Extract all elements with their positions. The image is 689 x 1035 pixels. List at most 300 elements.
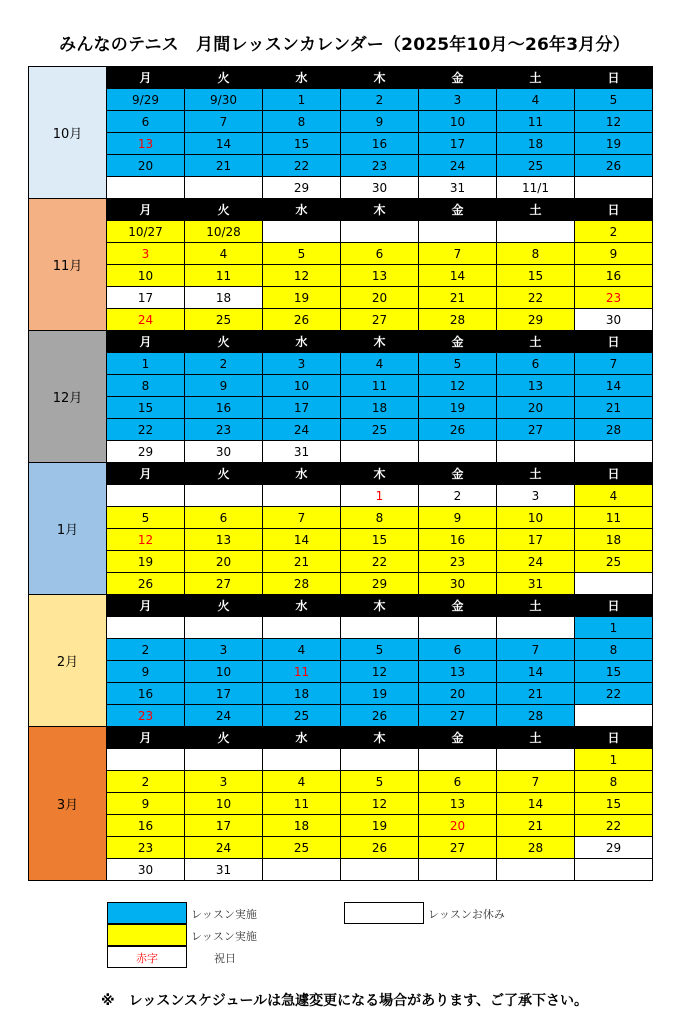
date-cell: 20 xyxy=(419,815,497,837)
date-cell: 25 xyxy=(341,419,419,441)
date-cell: 1 xyxy=(575,749,653,771)
date-cell: 10 xyxy=(185,661,263,683)
date-cell: 22 xyxy=(341,551,419,573)
weekday-header: 日 xyxy=(575,463,653,485)
date-cell: 4 xyxy=(575,485,653,507)
month-label: 11月 xyxy=(29,199,107,331)
weekday-header: 土 xyxy=(497,595,575,617)
date-cell: 10/27 xyxy=(107,221,185,243)
date-cell: 1 xyxy=(341,485,419,507)
date-cell: 13 xyxy=(419,661,497,683)
date-cell xyxy=(185,749,263,771)
date-cell: 8 xyxy=(575,771,653,793)
month-label: 1月 xyxy=(29,463,107,595)
date-cell: 4 xyxy=(341,353,419,375)
date-cell xyxy=(419,749,497,771)
weekday-header: 水 xyxy=(263,595,341,617)
date-cell: 1 xyxy=(575,617,653,639)
legend-off-swatch xyxy=(344,902,424,924)
date-cell xyxy=(185,177,263,199)
date-cell: 3 xyxy=(263,353,341,375)
week-row xyxy=(29,617,653,639)
date-cell: 5 xyxy=(107,507,185,529)
date-cell: 21 xyxy=(263,551,341,573)
legend-holiday-swatch xyxy=(107,946,187,968)
date-cell xyxy=(263,485,341,507)
date-cell: 5 xyxy=(341,771,419,793)
date-cell: 29 xyxy=(263,177,341,199)
weekday-header: 金 xyxy=(419,199,497,221)
week-row xyxy=(29,749,653,771)
date-cell: 29 xyxy=(497,309,575,331)
date-cell: 7 xyxy=(419,243,497,265)
date-cell: 26 xyxy=(263,309,341,331)
date-cell: 10 xyxy=(419,111,497,133)
date-cell: 18 xyxy=(185,287,263,309)
date-cell xyxy=(497,441,575,463)
date-cell: 9/29 xyxy=(107,89,185,111)
date-cell: 13 xyxy=(107,133,185,155)
date-cell: 26 xyxy=(341,837,419,859)
date-cell: 18 xyxy=(263,815,341,837)
date-cell xyxy=(263,617,341,639)
date-cell: 6 xyxy=(419,771,497,793)
weekday-header: 月 xyxy=(107,595,185,617)
date-cell: 12 xyxy=(341,793,419,815)
date-cell: 11 xyxy=(575,507,653,529)
week-row xyxy=(29,155,653,177)
weekday-header: 日 xyxy=(575,331,653,353)
weekday-header: 土 xyxy=(497,199,575,221)
date-cell: 23 xyxy=(185,419,263,441)
date-cell: 5 xyxy=(263,243,341,265)
weekday-header: 金 xyxy=(419,331,497,353)
date-cell xyxy=(575,859,653,881)
date-cell: 15 xyxy=(107,397,185,419)
week-row xyxy=(29,177,653,199)
date-cell: 23 xyxy=(419,551,497,573)
date-cell: 16 xyxy=(575,265,653,287)
date-cell: 17 xyxy=(263,397,341,419)
date-cell: 18 xyxy=(341,397,419,419)
date-cell xyxy=(497,859,575,881)
date-cell xyxy=(497,617,575,639)
date-cell: 17 xyxy=(497,529,575,551)
date-cell: 9 xyxy=(575,243,653,265)
weekday-header: 金 xyxy=(419,67,497,89)
date-cell xyxy=(185,485,263,507)
weekday-header: 土 xyxy=(497,67,575,89)
week-row xyxy=(29,551,653,573)
week-row xyxy=(29,837,653,859)
legend-yellow-label: レッスン実施 xyxy=(191,930,257,943)
week-row xyxy=(29,375,653,397)
date-cell: 9 xyxy=(107,661,185,683)
date-cell: 20 xyxy=(419,683,497,705)
date-cell: 2 xyxy=(575,221,653,243)
weekday-header: 月 xyxy=(107,727,185,749)
date-cell xyxy=(107,485,185,507)
date-cell: 26 xyxy=(575,155,653,177)
legend-yellow-swatch xyxy=(107,924,187,946)
date-cell: 18 xyxy=(263,683,341,705)
date-cell: 22 xyxy=(263,155,341,177)
date-cell: 29 xyxy=(107,441,185,463)
date-cell: 12 xyxy=(341,661,419,683)
week-row xyxy=(29,111,653,133)
legend-blue-label: レッスン実施 xyxy=(191,908,257,921)
date-cell: 31 xyxy=(497,573,575,595)
date-cell: 19 xyxy=(263,287,341,309)
date-cell: 7 xyxy=(575,353,653,375)
date-cell xyxy=(575,573,653,595)
date-cell xyxy=(341,617,419,639)
date-cell: 16 xyxy=(419,529,497,551)
date-cell: 12 xyxy=(107,529,185,551)
month-label: 2月 xyxy=(29,595,107,727)
date-cell: 14 xyxy=(497,661,575,683)
date-cell: 4 xyxy=(263,639,341,661)
date-cell: 22 xyxy=(575,683,653,705)
date-cell: 4 xyxy=(497,89,575,111)
date-cell: 21 xyxy=(497,815,575,837)
date-cell: 19 xyxy=(341,683,419,705)
date-cell xyxy=(419,221,497,243)
weekday-header: 土 xyxy=(497,463,575,485)
date-cell: 4 xyxy=(263,771,341,793)
weekday-header: 木 xyxy=(341,463,419,485)
weekday-header: 月 xyxy=(107,331,185,353)
date-cell xyxy=(575,705,653,727)
date-cell: 20 xyxy=(185,551,263,573)
date-cell: 14 xyxy=(419,265,497,287)
date-cell xyxy=(341,221,419,243)
date-cell xyxy=(419,859,497,881)
date-cell: 1 xyxy=(107,353,185,375)
date-cell: 24 xyxy=(185,837,263,859)
weekday-header: 土 xyxy=(497,727,575,749)
date-cell: 30 xyxy=(185,441,263,463)
week-row xyxy=(29,287,653,309)
week-row xyxy=(29,265,653,287)
date-cell: 11 xyxy=(185,265,263,287)
date-cell: 17 xyxy=(419,133,497,155)
date-cell: 28 xyxy=(419,309,497,331)
month-label: 10月 xyxy=(29,67,107,199)
week-row xyxy=(29,573,653,595)
week-row xyxy=(29,683,653,705)
date-cell xyxy=(263,859,341,881)
weekday-header: 火 xyxy=(185,331,263,353)
date-cell: 27 xyxy=(185,573,263,595)
weekday-header: 金 xyxy=(419,727,497,749)
legend-holiday-sample: 赤字 xyxy=(136,952,158,965)
week-row xyxy=(29,221,653,243)
date-cell: 23 xyxy=(107,837,185,859)
date-cell: 8 xyxy=(107,375,185,397)
date-cell: 11/1 xyxy=(497,177,575,199)
date-cell: 15 xyxy=(341,529,419,551)
date-cell: 9 xyxy=(419,507,497,529)
date-cell: 17 xyxy=(107,287,185,309)
date-cell xyxy=(263,749,341,771)
date-cell: 5 xyxy=(575,89,653,111)
date-cell xyxy=(575,177,653,199)
date-cell: 12 xyxy=(419,375,497,397)
date-cell: 22 xyxy=(575,815,653,837)
legend-off-label: レッスンお休み xyxy=(428,908,505,921)
weekday-header: 木 xyxy=(341,67,419,89)
date-cell: 23 xyxy=(107,705,185,727)
date-cell: 16 xyxy=(341,133,419,155)
date-cell: 10 xyxy=(107,265,185,287)
date-cell: 27 xyxy=(341,309,419,331)
date-cell xyxy=(107,749,185,771)
date-cell: 20 xyxy=(107,155,185,177)
date-cell: 2 xyxy=(185,353,263,375)
date-cell: 26 xyxy=(419,419,497,441)
date-cell: 29 xyxy=(575,837,653,859)
weekday-header: 火 xyxy=(185,595,263,617)
date-cell: 27 xyxy=(497,419,575,441)
date-cell: 13 xyxy=(419,793,497,815)
date-cell: 14 xyxy=(575,375,653,397)
weekday-header: 月 xyxy=(107,67,185,89)
weekday-header: 火 xyxy=(185,463,263,485)
date-cell: 8 xyxy=(263,111,341,133)
date-cell: 27 xyxy=(419,837,497,859)
date-cell: 8 xyxy=(341,507,419,529)
date-cell: 24 xyxy=(497,551,575,573)
week-row xyxy=(29,529,653,551)
page-title: みんなのテニス 月間レッスンカレンダー（2025年10月～26年3月分） xyxy=(59,35,630,55)
date-cell: 10 xyxy=(497,507,575,529)
date-cell: 24 xyxy=(419,155,497,177)
date-cell: 9 xyxy=(107,793,185,815)
date-cell: 21 xyxy=(419,287,497,309)
date-cell: 23 xyxy=(575,287,653,309)
date-cell: 11 xyxy=(263,793,341,815)
date-cell: 11 xyxy=(263,661,341,683)
date-cell: 10 xyxy=(185,793,263,815)
date-cell: 16 xyxy=(107,683,185,705)
date-cell: 30 xyxy=(575,309,653,331)
weekday-header: 火 xyxy=(185,67,263,89)
date-cell: 3 xyxy=(497,485,575,507)
date-cell: 25 xyxy=(575,551,653,573)
date-cell xyxy=(107,177,185,199)
date-cell: 3 xyxy=(107,243,185,265)
date-cell: 19 xyxy=(341,815,419,837)
date-cell: 6 xyxy=(497,353,575,375)
week-row xyxy=(29,133,653,155)
date-cell xyxy=(341,441,419,463)
date-cell: 31 xyxy=(419,177,497,199)
weekday-header: 木 xyxy=(341,727,419,749)
date-cell: 15 xyxy=(575,661,653,683)
date-cell xyxy=(107,617,185,639)
date-cell: 2 xyxy=(107,639,185,661)
date-cell: 10/28 xyxy=(185,221,263,243)
date-cell: 13 xyxy=(497,375,575,397)
date-cell: 25 xyxy=(185,309,263,331)
weekday-header: 月 xyxy=(107,463,185,485)
date-cell: 24 xyxy=(263,419,341,441)
week-row xyxy=(29,353,653,375)
date-cell: 21 xyxy=(185,155,263,177)
date-cell: 18 xyxy=(575,529,653,551)
date-cell: 31 xyxy=(263,441,341,463)
date-cell: 8 xyxy=(497,243,575,265)
week-row xyxy=(29,815,653,837)
date-cell: 6 xyxy=(419,639,497,661)
date-cell: 19 xyxy=(575,133,653,155)
date-cell: 7 xyxy=(263,507,341,529)
weekday-header: 火 xyxy=(185,199,263,221)
date-cell: 3 xyxy=(185,771,263,793)
date-cell: 1 xyxy=(263,89,341,111)
week-row xyxy=(29,441,653,463)
date-cell: 21 xyxy=(575,397,653,419)
legend-blue-swatch xyxy=(107,902,187,924)
weekday-header: 木 xyxy=(341,331,419,353)
date-cell: 30 xyxy=(341,177,419,199)
week-row xyxy=(29,859,653,881)
week-row xyxy=(29,485,653,507)
date-cell: 10 xyxy=(263,375,341,397)
date-cell: 17 xyxy=(185,815,263,837)
date-cell xyxy=(497,221,575,243)
weekday-header: 水 xyxy=(263,463,341,485)
date-cell: 24 xyxy=(107,309,185,331)
week-row xyxy=(29,397,653,419)
date-cell: 25 xyxy=(497,155,575,177)
date-cell: 15 xyxy=(263,133,341,155)
date-cell: 31 xyxy=(185,859,263,881)
date-cell xyxy=(341,859,419,881)
weekday-header: 水 xyxy=(263,199,341,221)
date-cell: 6 xyxy=(341,243,419,265)
date-cell: 26 xyxy=(107,573,185,595)
week-row xyxy=(29,793,653,815)
date-cell: 28 xyxy=(497,705,575,727)
date-cell: 24 xyxy=(185,705,263,727)
week-row xyxy=(29,661,653,683)
schedule-note: ※ レッスンスケジュールは急遽変更になる場合があります、ご了承下さい。 xyxy=(100,993,589,1009)
date-cell: 5 xyxy=(419,353,497,375)
date-cell: 2 xyxy=(341,89,419,111)
date-cell: 22 xyxy=(497,287,575,309)
weekday-header: 火 xyxy=(185,727,263,749)
weekday-header: 日 xyxy=(575,595,653,617)
date-cell: 9 xyxy=(341,111,419,133)
weekday-header: 日 xyxy=(575,727,653,749)
date-cell: 28 xyxy=(263,573,341,595)
date-cell: 4 xyxy=(185,243,263,265)
date-cell: 15 xyxy=(575,793,653,815)
date-cell: 23 xyxy=(341,155,419,177)
weekday-header: 土 xyxy=(497,331,575,353)
calendar-table xyxy=(28,66,653,881)
date-cell: 14 xyxy=(185,133,263,155)
weekday-header: 木 xyxy=(341,595,419,617)
week-row xyxy=(29,309,653,331)
weekday-header: 水 xyxy=(263,67,341,89)
date-cell: 25 xyxy=(263,837,341,859)
date-cell: 7 xyxy=(185,111,263,133)
date-cell: 22 xyxy=(107,419,185,441)
weekday-header: 水 xyxy=(263,331,341,353)
date-cell: 3 xyxy=(185,639,263,661)
date-cell: 30 xyxy=(419,573,497,595)
date-cell: 20 xyxy=(497,397,575,419)
date-cell: 28 xyxy=(497,837,575,859)
date-cell xyxy=(419,617,497,639)
date-cell: 11 xyxy=(341,375,419,397)
date-cell: 9/30 xyxy=(185,89,263,111)
date-cell: 29 xyxy=(341,573,419,595)
date-cell: 25 xyxy=(263,705,341,727)
date-cell xyxy=(419,441,497,463)
week-row xyxy=(29,419,653,441)
date-cell: 3 xyxy=(419,89,497,111)
legend-holiday-label: 祝日 xyxy=(214,952,236,965)
date-cell: 2 xyxy=(419,485,497,507)
date-cell: 20 xyxy=(341,287,419,309)
date-cell: 2 xyxy=(107,771,185,793)
date-cell xyxy=(497,749,575,771)
weekday-header: 木 xyxy=(341,199,419,221)
weekday-header: 金 xyxy=(419,463,497,485)
date-cell: 28 xyxy=(575,419,653,441)
week-row xyxy=(29,507,653,529)
date-cell: 11 xyxy=(497,111,575,133)
date-cell: 8 xyxy=(575,639,653,661)
month-label: 3月 xyxy=(29,727,107,881)
date-cell: 14 xyxy=(497,793,575,815)
date-cell: 16 xyxy=(107,815,185,837)
date-cell: 27 xyxy=(419,705,497,727)
week-row xyxy=(29,771,653,793)
date-cell: 6 xyxy=(185,507,263,529)
date-cell xyxy=(263,221,341,243)
date-cell: 15 xyxy=(497,265,575,287)
date-cell: 13 xyxy=(185,529,263,551)
date-cell: 6 xyxy=(107,111,185,133)
date-cell: 30 xyxy=(107,859,185,881)
weekday-header: 日 xyxy=(575,67,653,89)
week-row xyxy=(29,243,653,265)
date-cell: 26 xyxy=(341,705,419,727)
date-cell xyxy=(185,617,263,639)
weekday-header: 金 xyxy=(419,595,497,617)
date-cell: 19 xyxy=(107,551,185,573)
week-row xyxy=(29,89,653,111)
date-cell: 9 xyxy=(185,375,263,397)
date-cell: 21 xyxy=(497,683,575,705)
date-cell: 12 xyxy=(575,111,653,133)
date-cell: 17 xyxy=(185,683,263,705)
date-cell: 16 xyxy=(185,397,263,419)
date-cell: 5 xyxy=(341,639,419,661)
date-cell: 7 xyxy=(497,639,575,661)
week-row xyxy=(29,705,653,727)
date-cell: 18 xyxy=(497,133,575,155)
date-cell: 13 xyxy=(341,265,419,287)
date-cell: 19 xyxy=(419,397,497,419)
date-cell: 14 xyxy=(263,529,341,551)
weekday-header: 月 xyxy=(107,199,185,221)
